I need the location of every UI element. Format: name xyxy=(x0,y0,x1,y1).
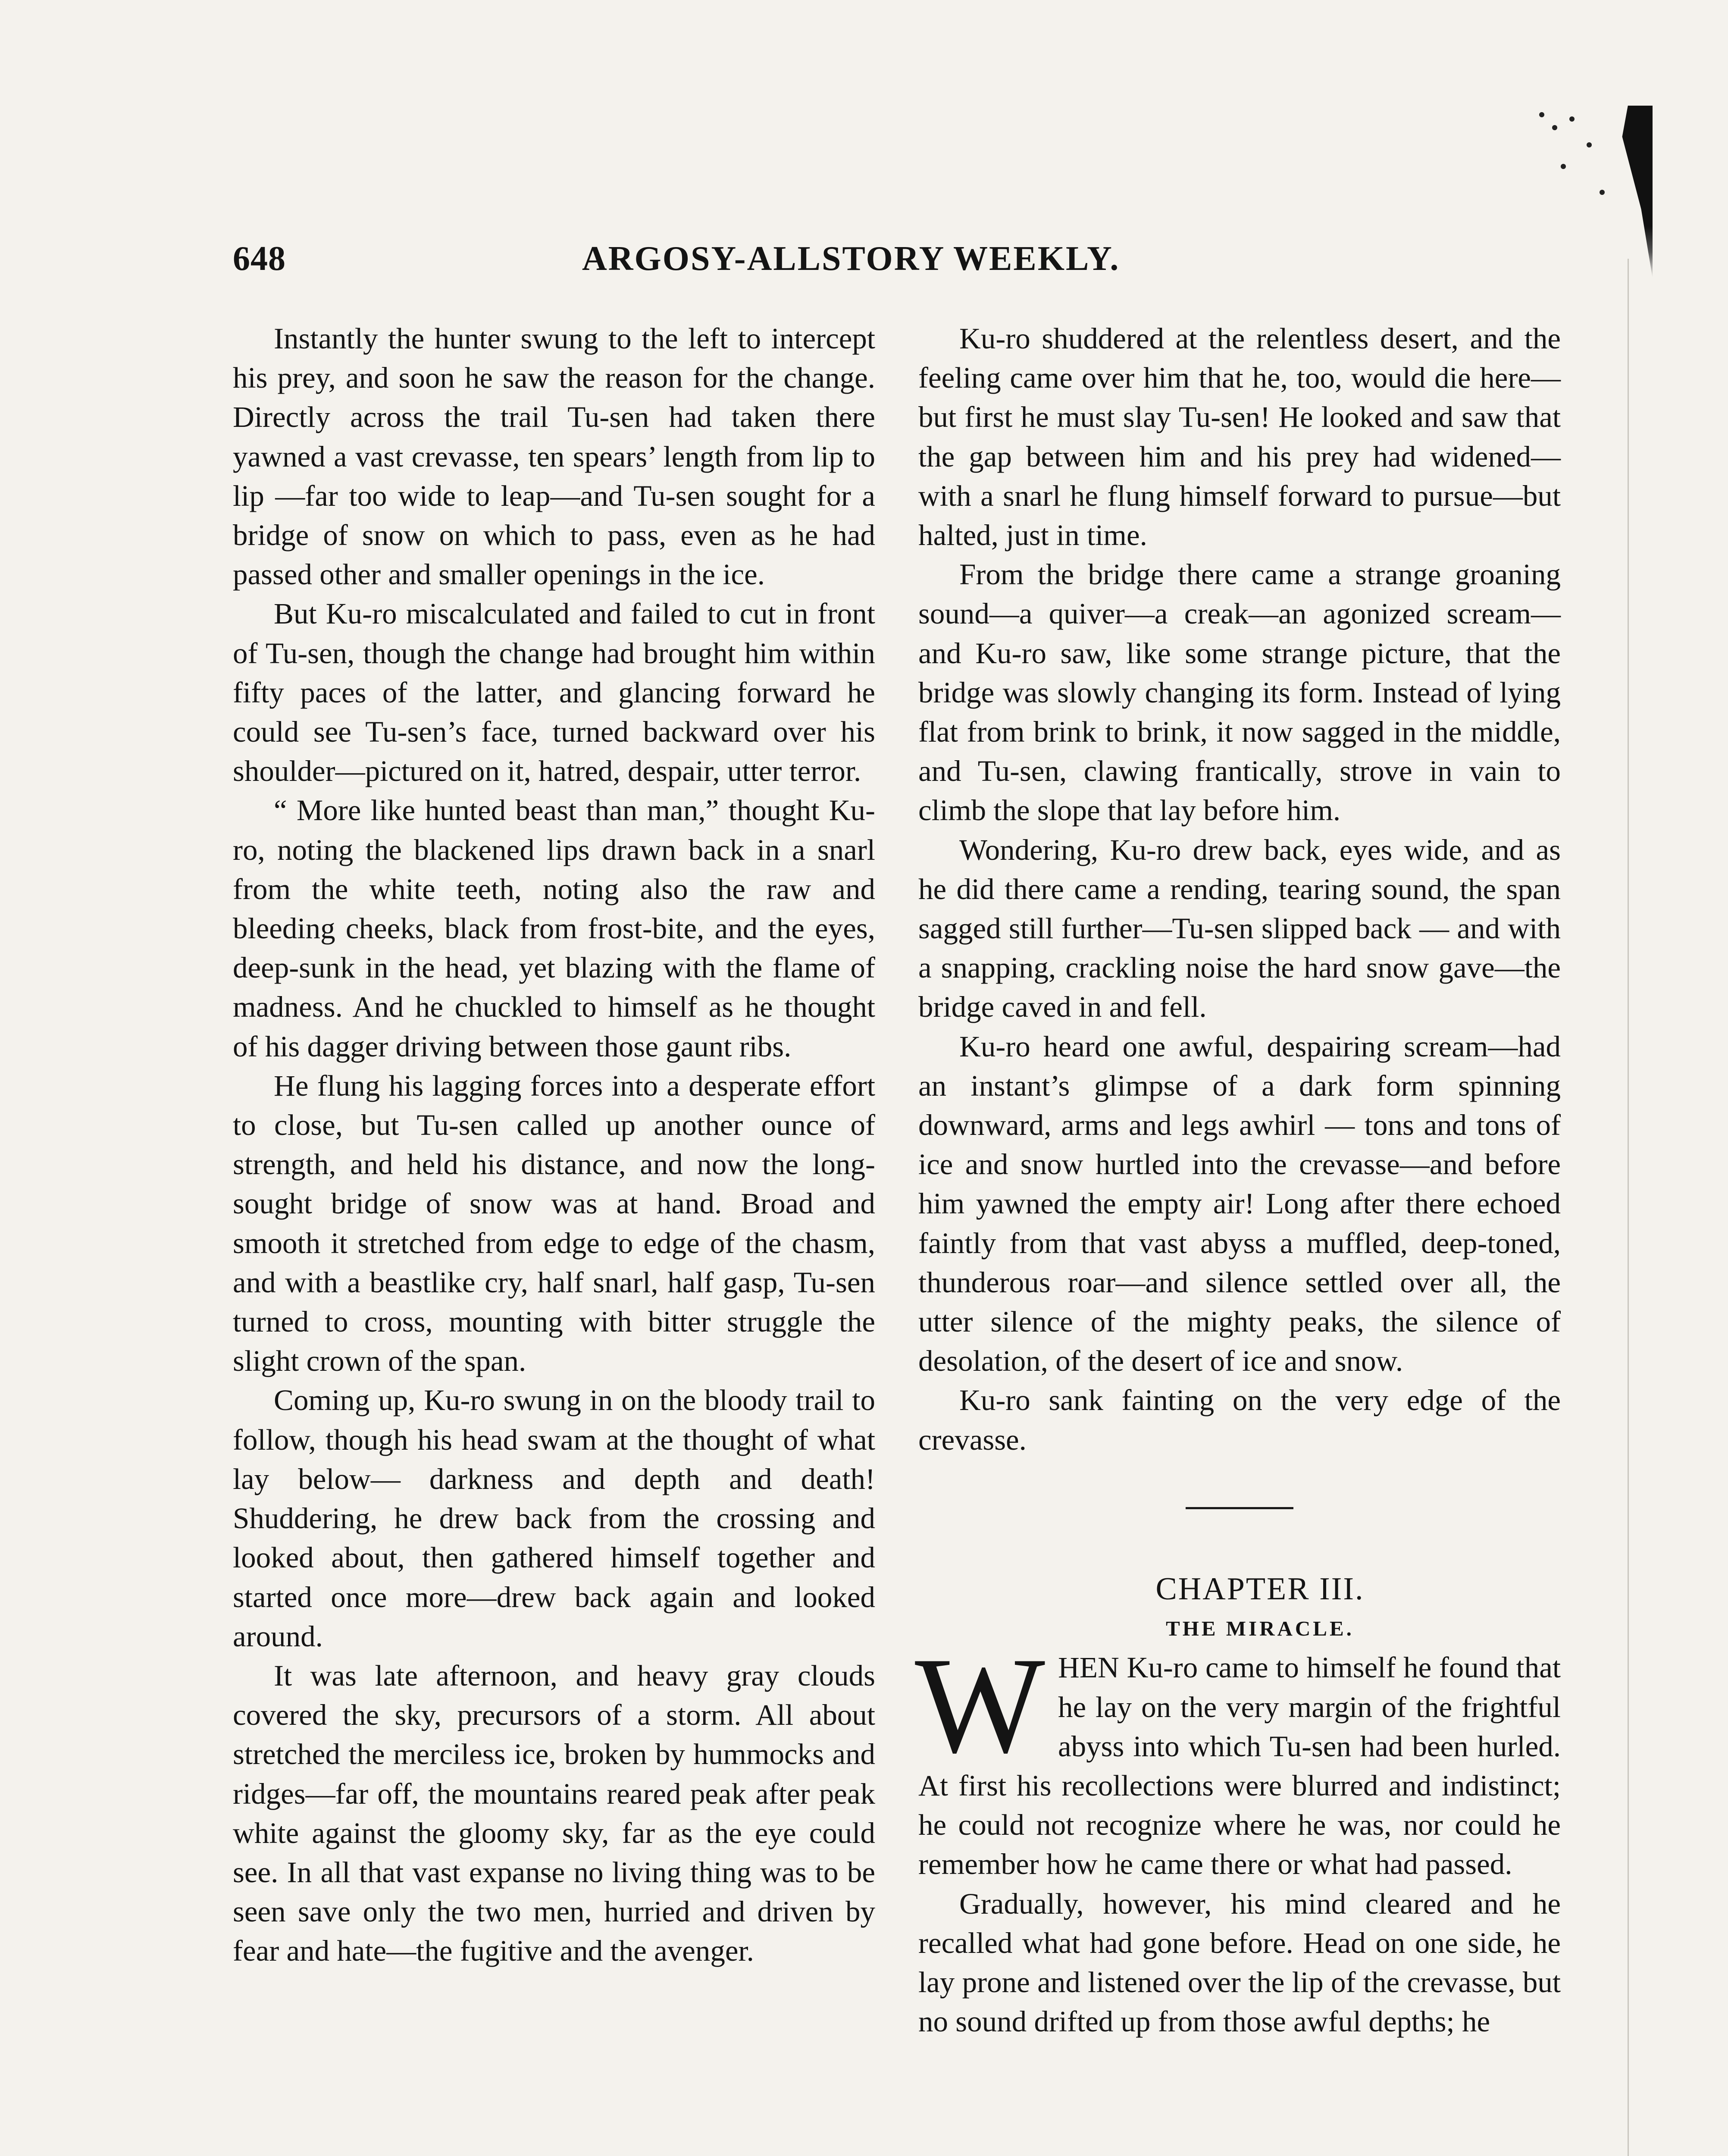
paragraph: Coming up, Ku-ro swung in on the bloody trail to follow, though his head swam at the thought of what lay below— darkness and depth and death! Shuddering, he drew back from the crossing and looked about, then gathered himself together and started once more—drew back again and looked around. xyxy=(233,1384,875,1653)
page-number: 648 xyxy=(233,240,286,278)
paragraph: Ku-ro sank fainting on the very edge of the crevasse. xyxy=(918,1384,1561,1456)
paragraph: But Ku-ro miscalculated and failed to cut in front of Tu-sen, though the change had brought him within fifty paces of the latter, and glancing forward he could see Tu-sen’s face, turned backward over his shoulder—pictured on it, hatred, despair, utter terror. xyxy=(233,597,875,788)
ink-speck xyxy=(1539,112,1544,117)
ink-speck xyxy=(1552,125,1557,130)
page-corner-ink-mark xyxy=(1615,106,1653,278)
ink-speck xyxy=(1587,142,1592,147)
paragraph: He flung his lagging forces into a desperate effort to close, but Tu-sen called up another ounce of strength, and held his distance, and now the long-sought bridge of snow was at hand. Broad and smooth it stretched from edge to edge of the chasm, and with a beastlike cry, half snarl, half gasp, Tu-sen turned to cross, mounting with bitter struggle the slight crown of the span. xyxy=(233,1069,875,1378)
paragraph: Ku-ro heard one awful, despairing scream—had an instant’s glimpse of a dark form spinning downward, arms and legs awhirl — tons and tons of ice and snow hurtled into the crevasse—and before him yawned the empty air! Long after there echoed faintly from that vast abyss a muffled, deep-toned, thunderous roar—and silence settled over all, the utter silence of the mighty peaks, the silence of desolation, of the desert of ice and snow. xyxy=(918,1030,1561,1378)
paragraph: Ku-ro shuddered at the relentless desert, and the feeling came over him that he, too, would die here—but first he must slay Tu-sen! He looked and saw that the gap between him and his prey had widened— with a snarl he flung himself forward to pursue—but halted, just in time. xyxy=(918,322,1561,552)
paragraph: “ More like hunted beast than man,” thought Ku-ro, noting the blackened lips drawn back in a snarl from the white teeth, noting also the raw and bleeding cheeks, black from frost-bite, and the eyes, deep-sunk in the head, yet blazing with the flame of madness. And he chuckled to himself as he thought of his dagger driving between those gaunt ribs. xyxy=(233,794,875,1063)
paragraph: From the bridge there came a strange groaning sound—a quiver—a creak—an agonized scream—and Ku-ro saw, like some strange picture, that the bridge was slowly changing its form. Instead of lying flat from brink to brink, it now sagged in the middle, and Tu-sen, clawing frantically, strove in vain to climb the slope that lay before him. xyxy=(918,558,1561,827)
drop-cap: W xyxy=(915,1629,1046,1782)
section-divider xyxy=(1186,1507,1293,1509)
left-column xyxy=(233,319,875,1971)
paragraph-text: HEN Ku-ro came to himself he found that he lay on the very margin of the frightful abyss into which Tu-sen had been hurled. At first his recollections were blurred and indistinct; he could not recognize where he was, nor could he remember how he came there or what had passed. xyxy=(918,1651,1561,1881)
ink-speck xyxy=(1600,190,1605,195)
paragraph: Wondering, Ku-ro drew back, eyes wide, and as he did there came a rending, tearing sound, the span sagged still further—Tu-sen slipped back — and with a snapping, crackling noise the hard snow gave—the bridge caved in and fell. xyxy=(918,833,1561,1024)
chapter-subtitle: THE MIRACLE. xyxy=(1166,1617,1354,1641)
right-column xyxy=(915,319,1561,2041)
paragraph: It was late afternoon, and heavy gray clouds covered the sky, precursors of a storm. All about stretched the merciless ice, broken by hummocks and ridges—far off, the mountains reared peak after peak white against the gloomy sky, far as the eye could see. In all that vast expanse no living thing was to be seen save only the two men, hurried and driven by fear and hate—the fugitive and the avenger. xyxy=(233,1659,875,1968)
page-edge-line xyxy=(1628,259,1629,2156)
paragraph: Gradually, however, his mind cleared and he recalled what had gone before. Head on one side, he lay prone and listened over the lip of the crevasse, but no sound drifted up from those awful depths; he xyxy=(918,1887,1561,2038)
chapter-title: CHAPTER III. xyxy=(1155,1571,1365,1607)
ink-speck xyxy=(1561,164,1566,169)
running-head: ARGOSY-ALLSTORY WEEKLY. xyxy=(582,240,1120,278)
paragraph: Instantly the hunter swung to the left to intercept his prey, and soon he saw the reason for the change. Directly across the trail Tu-sen had taken there yawned a vast crevasse, ten spears’ length from lip to lip —far too wide to leap—and Tu-sen sought for a bridge of snow on which to pass, even as he had passed other and smaller openings in the ice. xyxy=(233,322,875,591)
ink-speck xyxy=(1569,116,1575,122)
corner-specks xyxy=(1535,103,1612,207)
